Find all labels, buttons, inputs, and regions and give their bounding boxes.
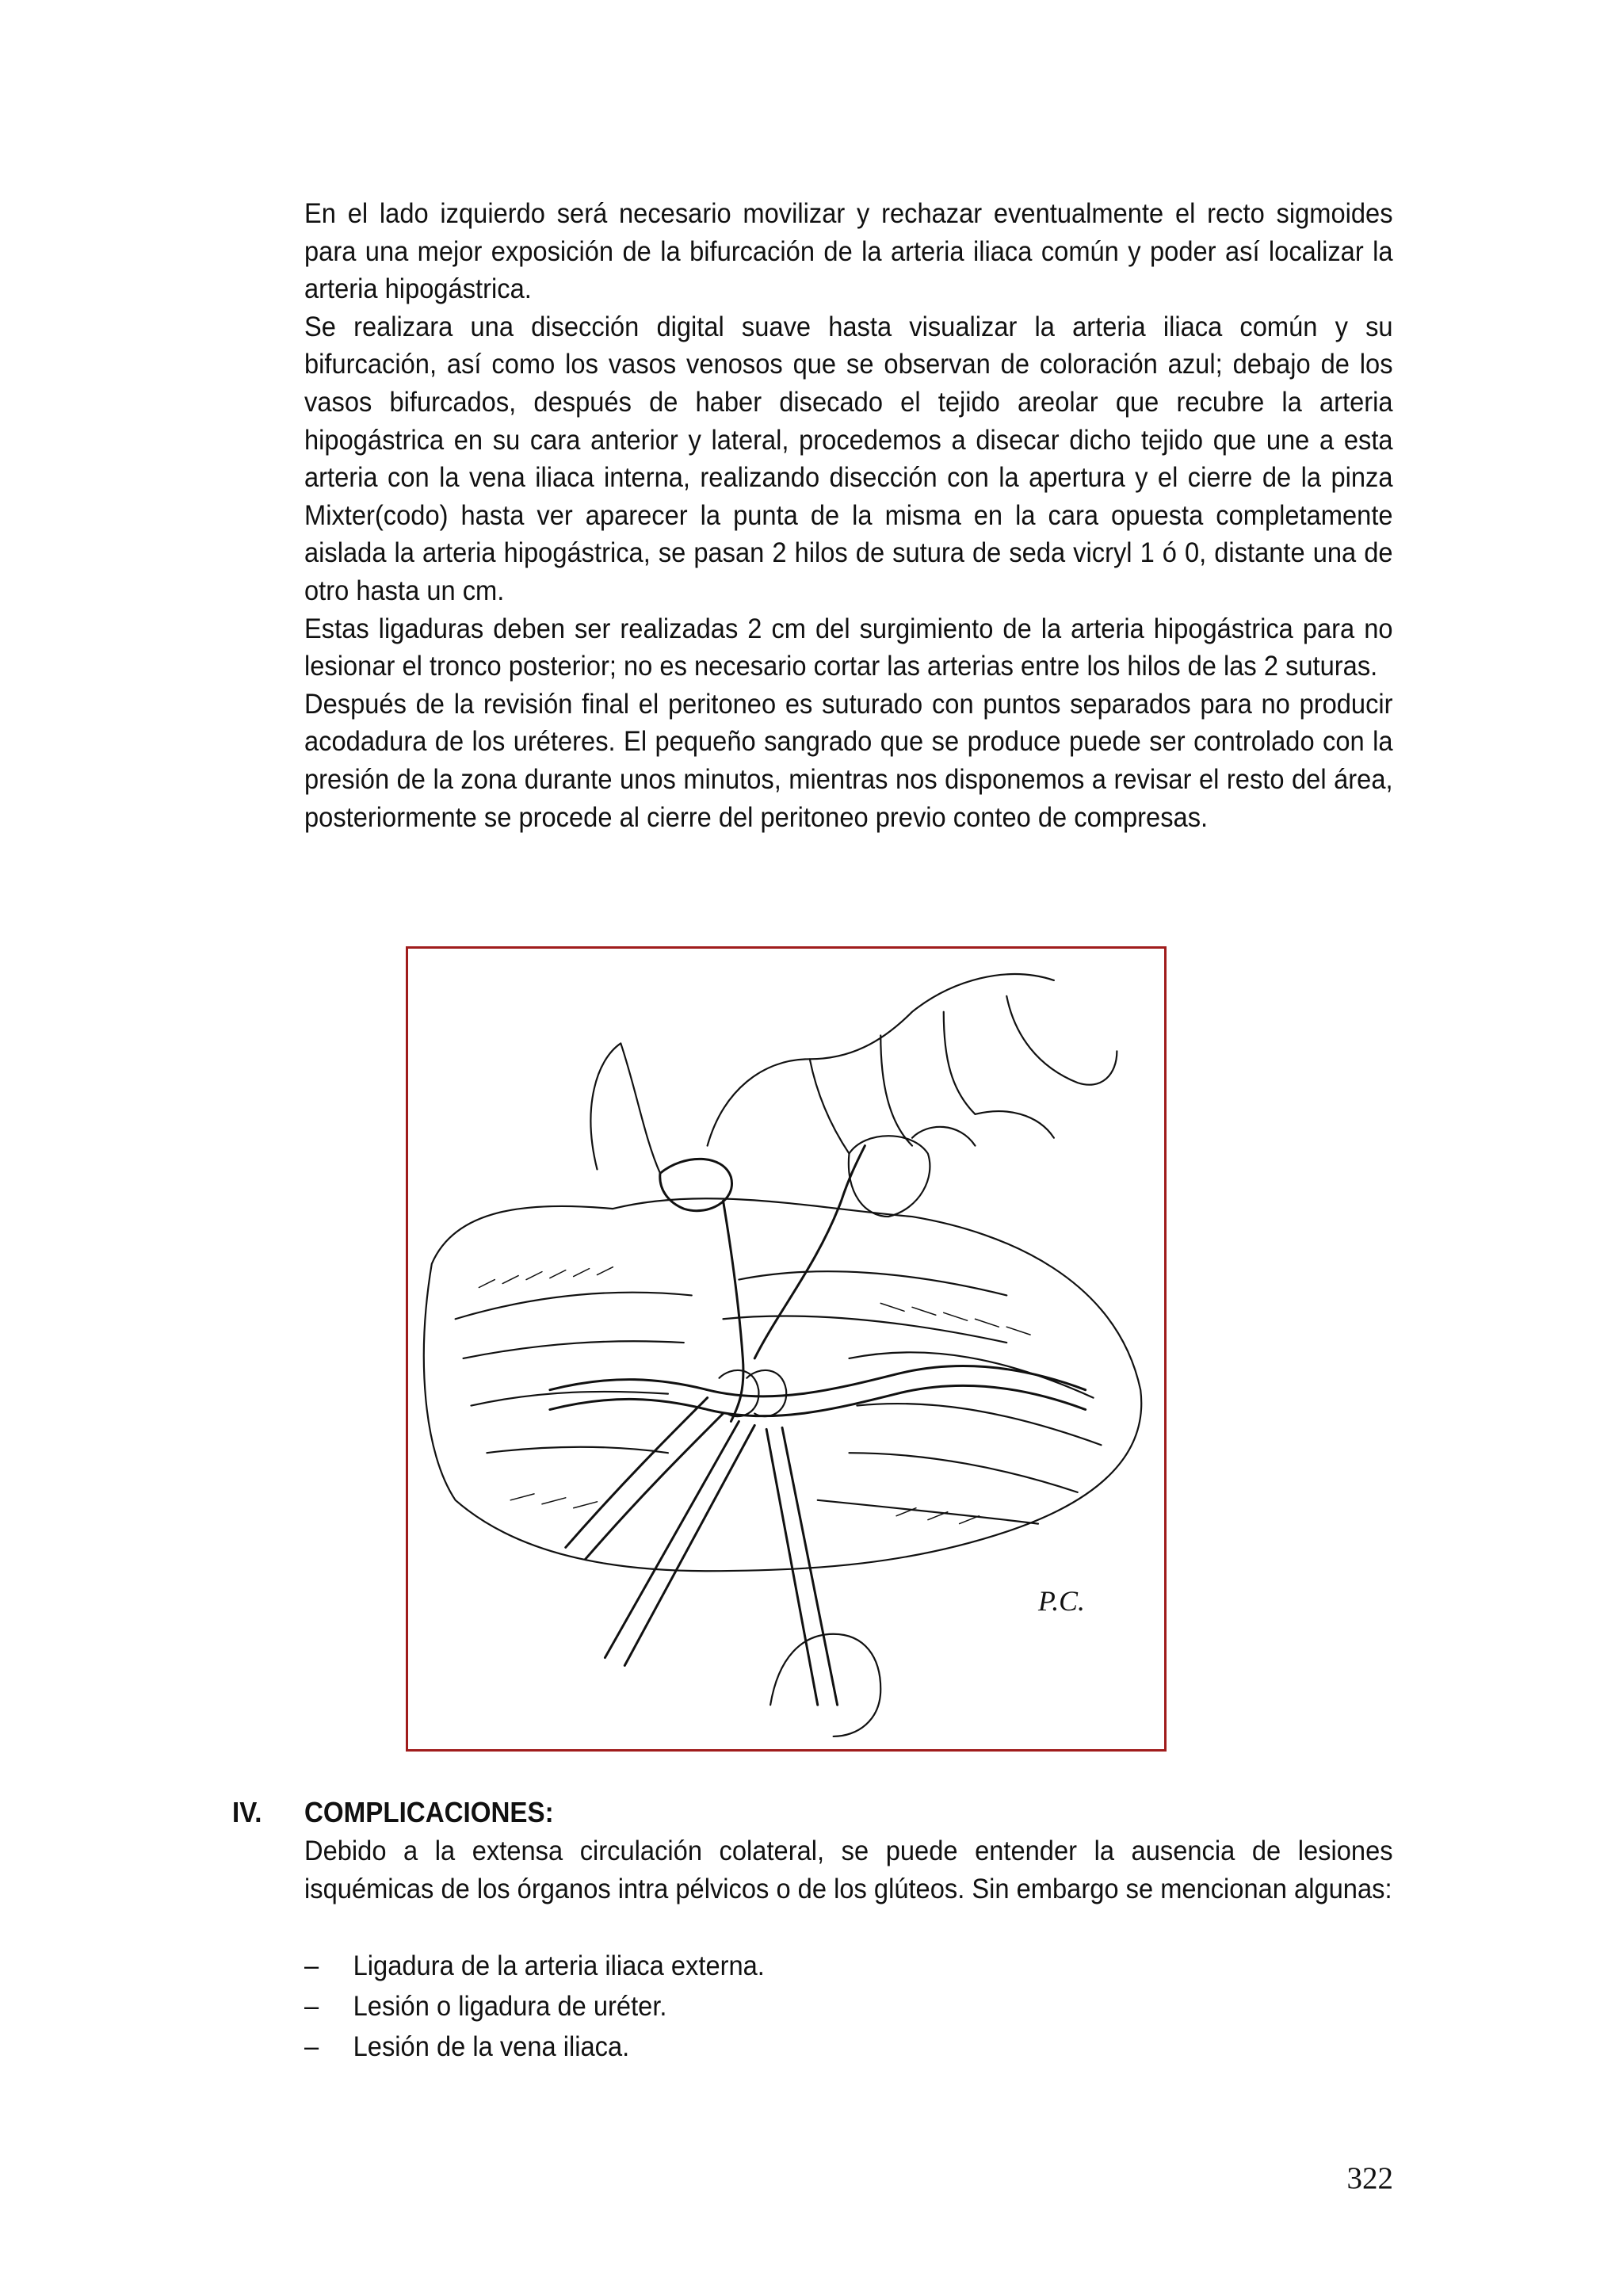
list-item	[304, 2027, 765, 2067]
list-item-text: Lesión o ligadura de uréter.	[353, 1990, 667, 2022]
list-item-text: Lesión de la vena iliaca.	[353, 2030, 630, 2062]
bullet-marker: –	[304, 1950, 319, 1981]
body-text-complications	[304, 1832, 1393, 1908]
section-number: IV.	[232, 1796, 262, 1828]
page-number: 322	[1346, 2161, 1393, 2195]
paragraph: En el lado izquierdo será necesario movilizar y rechazar eventualmente el recto sigmoides para una mejor exposición de la bifurcación de la arteria iliaca común y poder así localizar la arteria hipogástrica.	[304, 197, 1393, 305]
list-item-text: Ligadura de la arteria iliaca externa.	[353, 1950, 765, 1981]
paragraph: Debido a la extensa circulación colateral, se puede entender la ausencia de lesiones isquémicas de los órganos intra pélvicos o de los glúteos. Sin embargo se mencionan algunas:	[304, 1835, 1393, 1904]
complications-list	[304, 1946, 765, 2067]
body-text-top	[304, 195, 1393, 836]
section-title: COMPLICACIONES:	[304, 1796, 554, 1828]
paragraph: Se realizara una disección digital suave hasta visualizar la arteria iliaca común y su bifurcación, así como los vasos venosos que se observan de coloración azul; debajo de los vasos bifurcados, después de haber disecado el tejido areolar que recubre la arteria hipogástrica en su cara anterior y lateral, procedemos a disecar dicho tejido que une a esta arteria con la vena iliaca interna, realizando disección con la apertura y el cierre de la pinza Mixter(codo) hasta ver aparecer la punta de la misma en la cara opuesta completamente aislada la arteria hipogástrica, se pasan 2 hilos de sutura de seda vicryl 1 ó 0, distante una de otro hasta un cm.	[304, 310, 1393, 606]
list-item	[304, 1986, 765, 2027]
bullet-marker: –	[304, 1990, 319, 2022]
list-item	[304, 1946, 765, 1986]
surgical-illustration	[408, 949, 1164, 1749]
paragraph: Después de la revisión final el peritoneo es suturado con puntos separados para no producir acodadura de los uréteres. El pequeño sangrado que se produce puede ser controlado con la presión de la zona durante unos minutos, mientras nos disponemos a revisar el resto del área, posteriormente se procede al cierre del peritoneo previo conteo de compresas.	[304, 687, 1393, 833]
bullet-marker: –	[304, 2030, 319, 2062]
surgical-illustration-figure	[406, 946, 1167, 1752]
illustrator-signature: P.C.	[1038, 1584, 1085, 1617]
paragraph: Estas ligaduras deben ser realizadas 2 cm del surgimiento de la arteria hipogástrica para no lesionar el tronco posterior; no es necesario cortar las arterias entre los hilos de las 2 suturas.	[304, 612, 1393, 682]
